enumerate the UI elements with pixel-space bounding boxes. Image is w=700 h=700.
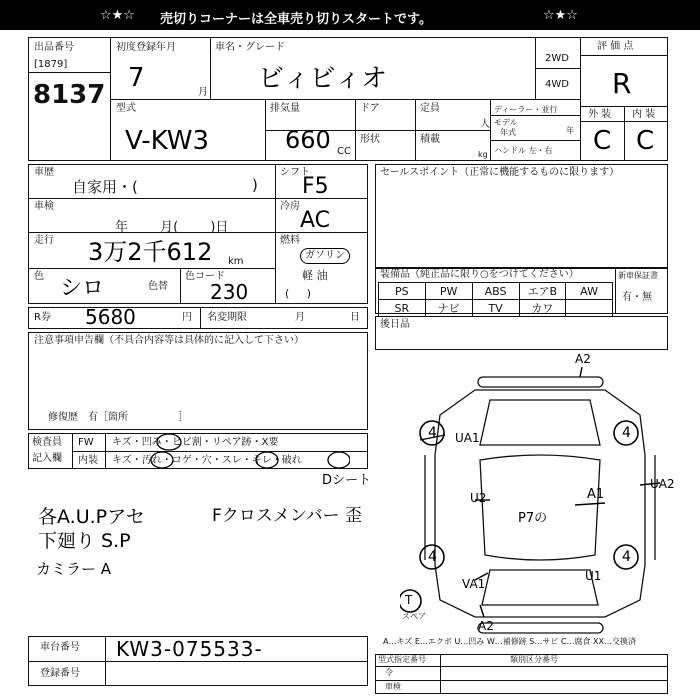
drive-2wd: 2WD [545, 53, 569, 64]
door-label: ドア [360, 103, 380, 114]
inspector-circles [140, 451, 350, 471]
lot-label: 出品番号 [34, 42, 74, 53]
equip-tv: TV [472, 300, 519, 317]
tire-fr: 4 [622, 425, 631, 441]
equip-sr: SR [379, 300, 426, 317]
first-reg-unit: 月 [198, 87, 208, 98]
inspection-value: 年 月( )日 [115, 220, 229, 235]
inspector-fw: FW [78, 437, 94, 448]
type-number-label: 型式指定番号 [378, 655, 426, 664]
lot-number: 8137 [33, 80, 106, 110]
equip-abs: ABS [472, 283, 519, 300]
equip-airbag: エアB [519, 283, 566, 300]
model-year-label2: 年式 [500, 128, 516, 137]
equipment-table [378, 282, 613, 317]
ext-value: C [593, 126, 612, 156]
history-value: 自家用・( [72, 178, 138, 196]
tire-fl: 4 [428, 425, 437, 441]
repair-history: 修復歴 有［箇所 ］ [48, 412, 188, 423]
recycle-box [28, 307, 368, 329]
ext-label: 外 装 [588, 109, 612, 120]
diag-label-ua1: UA1 [455, 431, 480, 445]
equip-ps: PS [379, 283, 426, 300]
fuel-diesel: 軽 油 [302, 269, 328, 282]
name-change-label: 名変期限 [207, 312, 247, 323]
sales-point-label: セールスポイント（正常に機能するものに限ります） [380, 167, 620, 178]
new-warranty-label: 新車保証書 [618, 271, 658, 280]
diag-spare-label: スペア [402, 612, 426, 621]
rear-items-box [375, 316, 668, 350]
note-line-1b: Fクロスメンバー 歪 [212, 506, 362, 526]
disp-value: 660 [285, 126, 331, 154]
name-value: ビィビィオ [258, 64, 387, 94]
model-value: V-KW3 [125, 126, 210, 156]
note-line-2: 下廻り S.P [38, 530, 131, 552]
note-line-1: 各A.U.Pアセ [38, 506, 145, 528]
chassis-value: KW3-075533- [116, 637, 263, 661]
color-value: シロ [60, 276, 105, 301]
diag-label-u2: U2 [470, 491, 487, 505]
diag-label-u1: U1 [585, 569, 602, 583]
mileage-label: 走行 [34, 235, 54, 246]
note-line-3: カミラー A [36, 560, 112, 578]
name-label: 車名・グレード [215, 42, 285, 53]
disp-unit: CC [337, 146, 351, 157]
shift-value: F5 [302, 174, 329, 199]
inspector-int: 内装 [78, 455, 98, 466]
banner [0, 0, 700, 30]
diag-label-ua2: UA2 [650, 477, 675, 491]
color-code-label: 色コード [185, 271, 225, 282]
diag-label-p: P7の [518, 511, 548, 526]
sales-point-box [375, 164, 668, 268]
color-code-value: 230 [210, 280, 249, 304]
tire-rr: 4 [622, 549, 631, 565]
notes-label: 注意事項申告欄（不具合内容等は具体的に記入して下さい） [34, 335, 304, 346]
model-year-label1: モデル [494, 118, 518, 127]
diag-label-a1: A1 [587, 487, 605, 502]
fuel-label: 燃料 [280, 235, 300, 246]
drive-4wd: 4WD [545, 79, 569, 90]
color-change-label: 色替 [148, 281, 168, 292]
inspector-label-2: 記入欄 [32, 453, 62, 464]
diag-spare-t: T [405, 593, 413, 607]
inspector-int-items: キズ・汚れ・コゲ・穴・スレ・キレ・破れ [112, 455, 302, 466]
seat-note: Dシート [322, 473, 372, 488]
chassis-label: 車台番号 [40, 642, 80, 653]
load-unit: kg [478, 150, 488, 159]
history-label: 車歴 [34, 167, 54, 178]
banner-stars-left: ☆★☆ [100, 8, 135, 23]
ac-label: 冷房 [280, 201, 300, 212]
capacity-unit: 人 [480, 119, 490, 130]
disp-label: 排気量 [270, 103, 300, 114]
fuel-gas: ガソリン [300, 248, 350, 264]
diagram-legend: A…キズ E…エクボ U…凹み W…補修跡 S…サビ C…腐食 XX…交換済 [383, 637, 637, 646]
score-value: R [612, 67, 632, 100]
model-label: 型式 [116, 103, 136, 114]
diag-label-va1: VA1 [462, 577, 486, 591]
car-diagram [400, 352, 690, 645]
int-label: 内 装 [632, 109, 656, 120]
fuel-paren: ( ) [285, 287, 312, 300]
year-unit: 年 [566, 126, 574, 135]
int-value: C [636, 126, 655, 156]
recycle-unit: 円 [182, 312, 192, 323]
equip-aw: AW [566, 283, 613, 300]
diag-label-a2-top: A2 [575, 352, 591, 366]
equip-navi: ナビ [425, 300, 472, 317]
inspection-label: 車検 [34, 201, 54, 212]
shape-label: 形状 [360, 134, 380, 145]
name-change-month: 月 [295, 312, 305, 323]
circle-stain [151, 452, 173, 468]
circle-dent [157, 434, 181, 450]
type-row-2: 令 [385, 668, 393, 677]
shift-label: シフト [280, 167, 310, 178]
reg-number-label: 登録番号 [40, 668, 80, 679]
tire-rl: 4 [428, 549, 437, 565]
ac-value: AC [300, 208, 331, 233]
mileage-value: 3万2千612 [88, 238, 213, 266]
color-label: 色 [34, 271, 44, 282]
history-close: ) [252, 176, 258, 194]
circle-tear [328, 452, 350, 468]
inspector-label-1: 検査員 [32, 437, 62, 448]
banner-stars-right: ☆★☆ [543, 8, 578, 23]
rear-items-label: 後日品 [380, 319, 410, 330]
diag-label-a2-bottom: A2 [478, 619, 494, 633]
capacity-label: 定員 [420, 103, 440, 114]
mileage-unit: km [228, 256, 244, 267]
score-label: 評 価 点 [597, 41, 634, 52]
first-reg-label: 初度登録年月 [116, 42, 176, 53]
recycle-label: R券 [34, 312, 51, 323]
circle-scuff [256, 452, 278, 468]
type-row-3: 車検 [385, 682, 401, 691]
new-warranty-value: 有・無 [622, 292, 652, 303]
banner-text: 売切りコーナーは全車売り切りスタートです。 [160, 12, 432, 27]
load-label: 積載 [420, 134, 440, 145]
inspector-fw-circle [155, 433, 185, 453]
inspector-fw-items: キズ・凹み・ヒビ割・リペア跡・X要 [112, 437, 279, 448]
class-number-label: 類別区分番号 [510, 655, 558, 664]
handle-label: ハンドル 左・右 [494, 146, 553, 155]
lot-sub: [1879] [34, 59, 68, 70]
name-change-day: 日 [350, 312, 360, 323]
first-reg-value: 7 [128, 63, 145, 93]
equip-pw: PW [425, 283, 472, 300]
equip-leather: カワ [519, 300, 566, 317]
equipment-label: 装備品（純正品に限り○をつけてください） [380, 269, 579, 280]
recycle-value: 5680 [85, 305, 136, 329]
dealer-label: ディーラー・並行 [494, 105, 558, 114]
